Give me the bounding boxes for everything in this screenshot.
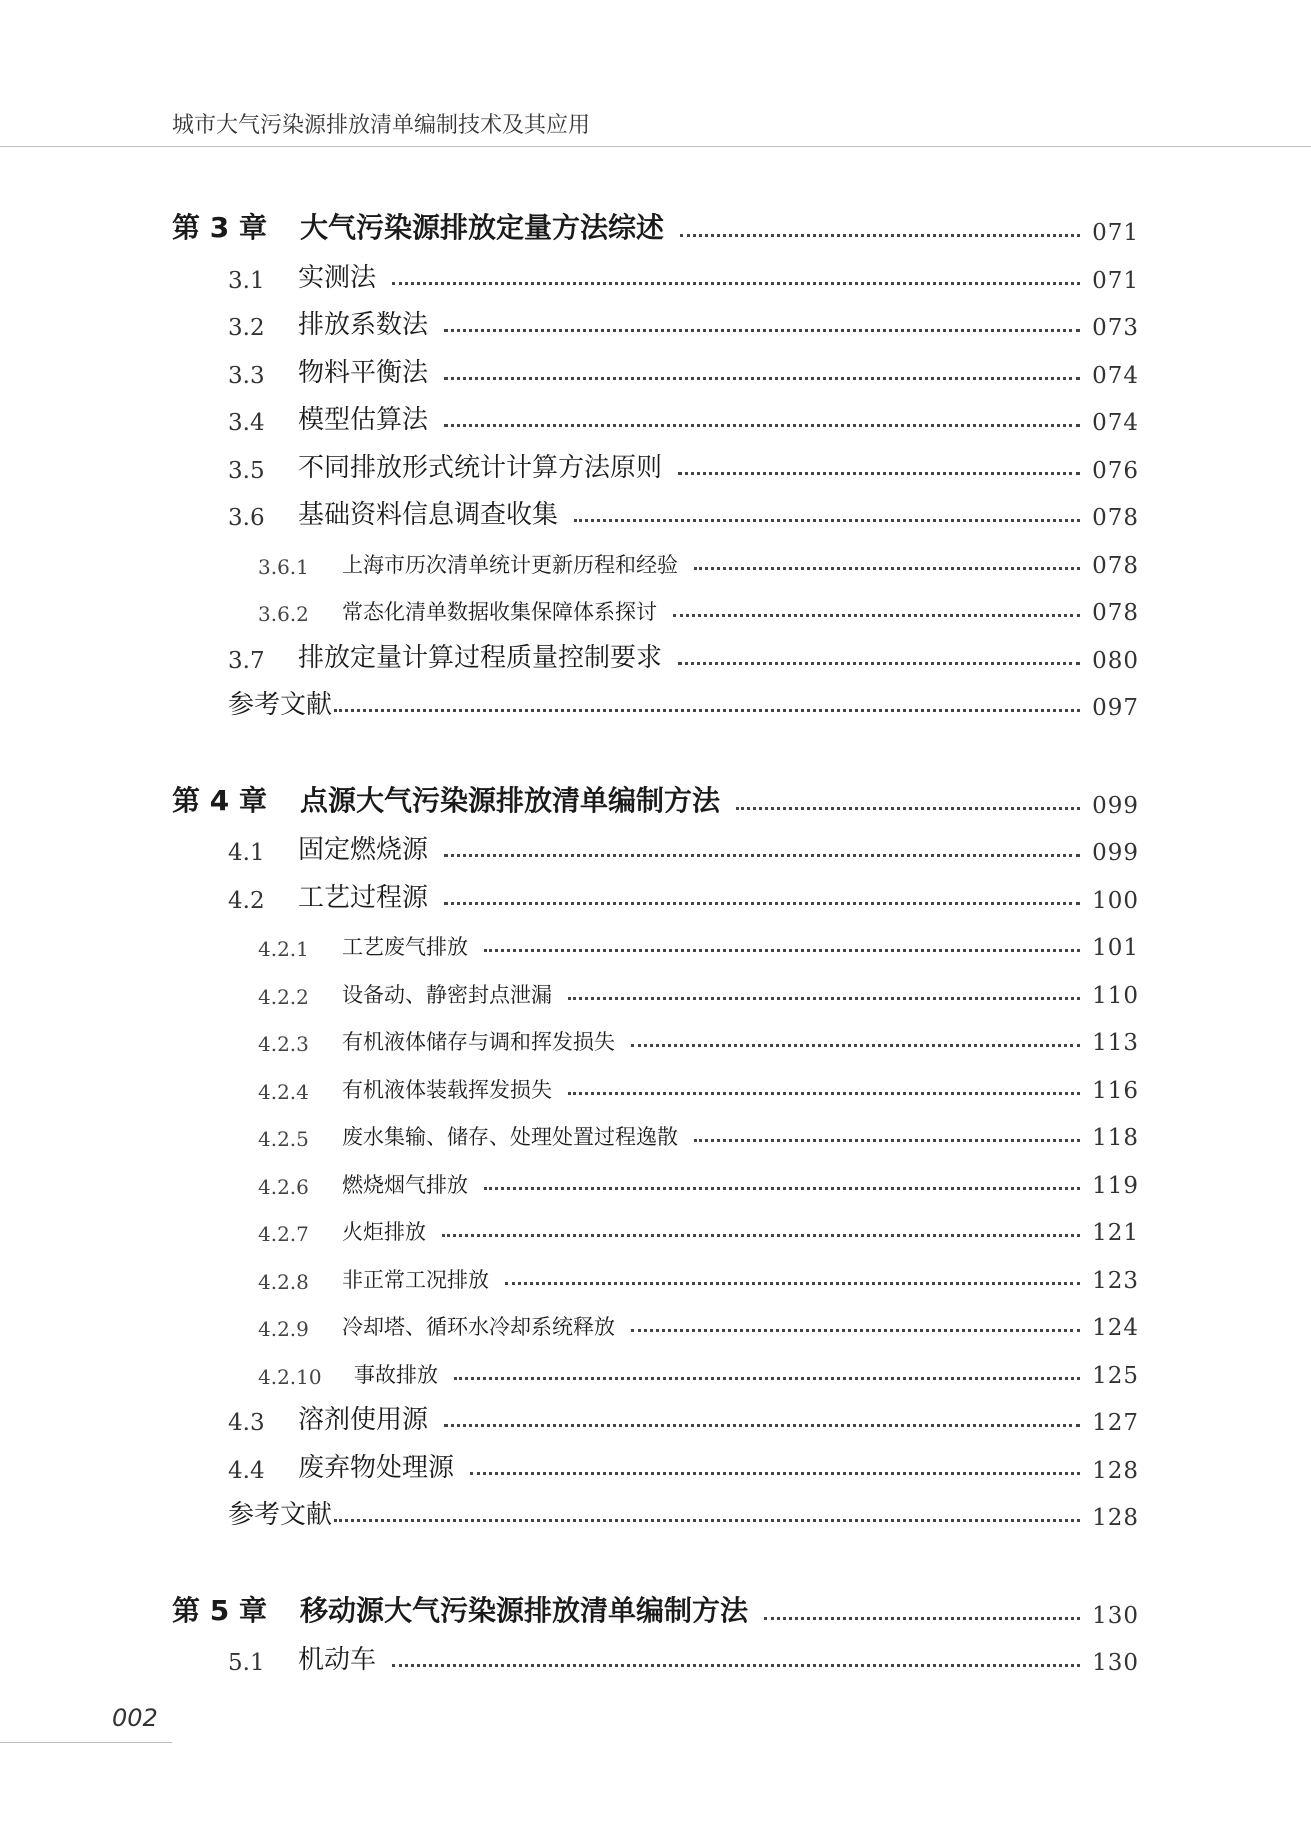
dot-leader — [444, 377, 1080, 380]
dot-leader — [678, 472, 1080, 475]
toc-page: 078 — [1092, 553, 1139, 579]
toc-page: 118 — [1092, 1125, 1139, 1151]
toc-title: 事故排放 — [354, 1363, 438, 1387]
toc-title: 溶剂使用源 — [298, 1405, 429, 1435]
toc-number: 3.3 — [228, 363, 265, 389]
toc-subsection-4-2-5[interactable] — [258, 1115, 1139, 1151]
toc-references-ch3[interactable] — [228, 685, 1139, 721]
dot-leader — [678, 662, 1080, 665]
toc-title: 废弃物处理源 — [298, 1453, 455, 1483]
dot-leader — [673, 614, 1080, 617]
toc-title: 上海市历次清单统计更新历程和经验 — [342, 553, 678, 577]
toc-subsection-4-2-10[interactable] — [258, 1353, 1139, 1389]
dot-leader — [334, 1519, 1080, 1522]
toc-number: 4.2 — [228, 888, 265, 914]
toc-title: 移动源大气污染源排放清单编制方法 — [300, 1594, 749, 1627]
toc-subsection-4-2-3[interactable] — [258, 1020, 1139, 1056]
toc-page: 119 — [1092, 1173, 1139, 1199]
toc-number: 3.1 — [228, 268, 265, 294]
dot-leader — [392, 282, 1080, 285]
toc-title: 排放系数法 — [298, 310, 429, 340]
toc-references-ch4[interactable] — [228, 1495, 1139, 1531]
toc-section-3-4[interactable] — [228, 400, 1139, 436]
toc-number: 4.2.4 — [258, 1080, 309, 1104]
toc-page: 078 — [1092, 600, 1139, 626]
dot-leader — [694, 1139, 1080, 1142]
toc-page: 123 — [1092, 1268, 1139, 1294]
toc-number: 第 3 章 — [172, 211, 267, 244]
toc-title: 非正常工况排放 — [342, 1268, 489, 1292]
dot-leader — [484, 949, 1080, 952]
toc-title: 常态化清单数据收集保障体系探讨 — [342, 600, 657, 624]
dot-leader — [444, 1424, 1080, 1427]
page-number: 002 — [112, 1704, 158, 1732]
toc-section-3-2[interactable] — [228, 305, 1139, 341]
toc-page: 099 — [1092, 793, 1139, 819]
toc-number: 4.2.1 — [258, 937, 309, 961]
toc-page: 125 — [1092, 1363, 1139, 1389]
toc-section-4-1[interactable] — [228, 830, 1139, 866]
toc-page: 099 — [1092, 840, 1139, 866]
toc-section-3-3[interactable] — [228, 353, 1139, 389]
toc-page: 073 — [1092, 315, 1139, 341]
toc-section-4-3[interactable] — [228, 1400, 1139, 1436]
toc-title: 物料平衡法 — [298, 358, 429, 388]
toc-number: 4.2.5 — [258, 1127, 309, 1151]
toc-page: 121 — [1092, 1220, 1139, 1246]
dot-leader — [484, 1187, 1080, 1190]
toc-subsection-3-6-2[interactable] — [258, 590, 1139, 626]
toc-subsection-4-2-4[interactable] — [258, 1068, 1139, 1104]
toc-title: 参考文献 — [228, 690, 333, 720]
toc-page: 097 — [1092, 695, 1139, 721]
toc-page: 110 — [1092, 983, 1139, 1009]
toc-chapter-3[interactable] — [172, 210, 1139, 246]
toc-title: 废水集输、储存、处理处置过程逸散 — [342, 1125, 678, 1149]
dot-leader — [568, 1092, 1080, 1095]
toc-chapter-5[interactable] — [172, 1593, 1139, 1629]
toc-title: 有机液体装载挥发损失 — [342, 1078, 552, 1102]
toc-number: 5.1 — [228, 1650, 265, 1676]
toc-page: 130 — [1092, 1603, 1139, 1629]
running-header: 城市大气污染源排放清单编制技术及其应用 — [172, 113, 591, 138]
dot-leader — [444, 424, 1080, 427]
dot-leader — [631, 1044, 1080, 1047]
toc-title: 大气污染源排放定量方法综述 — [300, 211, 665, 244]
toc-title: 燃烧烟气排放 — [342, 1173, 468, 1197]
dot-leader — [694, 567, 1080, 570]
toc-subsection-4-2-6[interactable] — [258, 1163, 1139, 1199]
toc-number: 3.7 — [228, 648, 265, 674]
dot-leader — [764, 1617, 1080, 1620]
toc-title: 工艺过程源 — [298, 883, 429, 913]
toc-number: 4.2.8 — [258, 1270, 309, 1294]
toc-title: 火炬排放 — [342, 1220, 426, 1244]
toc-title: 机动车 — [298, 1645, 377, 1675]
header-divider — [0, 146, 1311, 147]
toc-number: 3.5 — [228, 458, 265, 484]
dot-leader — [631, 1329, 1080, 1332]
toc-page: 101 — [1092, 935, 1139, 961]
toc-number: 4.3 — [228, 1410, 265, 1436]
toc-subsection-4-2-1[interactable] — [258, 925, 1139, 961]
dot-leader — [444, 329, 1080, 332]
toc-subsection-4-2-7[interactable] — [258, 1210, 1139, 1246]
toc-title: 参考文献 — [228, 1500, 333, 1530]
footer-divider — [0, 1742, 172, 1743]
toc-section-4-4[interactable] — [228, 1448, 1139, 1484]
toc-number: 4.1 — [228, 840, 265, 866]
toc-title: 实测法 — [298, 263, 377, 293]
toc-page: 078 — [1092, 505, 1139, 531]
toc-section-3-5[interactable] — [228, 448, 1139, 484]
toc-section-4-2[interactable] — [228, 878, 1139, 914]
toc-title: 不同排放形式统计计算方法原则 — [298, 453, 663, 483]
toc-page: 074 — [1092, 410, 1139, 436]
toc-number: 3.2 — [228, 315, 265, 341]
toc-number: 4.2.10 — [258, 1365, 322, 1389]
toc-title: 冷却塔、循环水冷却系统释放 — [342, 1315, 615, 1339]
toc-chapter-4[interactable] — [172, 783, 1139, 819]
toc-number: 4.2.9 — [258, 1317, 309, 1341]
toc-subsection-4-2-8[interactable] — [258, 1258, 1139, 1294]
toc-section-5-1[interactable] — [228, 1640, 1139, 1676]
toc-subsection-4-2-9[interactable] — [258, 1305, 1139, 1341]
dot-leader — [574, 519, 1080, 522]
toc-number: 4.2.7 — [258, 1222, 309, 1246]
toc-section-3-7[interactable] — [228, 638, 1139, 674]
toc-number: 3.6.1 — [258, 555, 309, 579]
dot-leader — [736, 807, 1080, 810]
dot-leader — [454, 1377, 1080, 1380]
toc-page: 113 — [1092, 1030, 1139, 1056]
toc-section-3-1[interactable] — [228, 258, 1139, 294]
toc-number: 4.2.6 — [258, 1175, 309, 1199]
toc-title: 有机液体储存与调和挥发损失 — [342, 1030, 615, 1054]
toc-page: 080 — [1092, 648, 1139, 674]
toc-number: 3.6.2 — [258, 602, 309, 626]
toc-number: 4.4 — [228, 1458, 265, 1484]
toc-title: 基础资料信息调查收集 — [298, 500, 559, 530]
toc-page: 116 — [1092, 1078, 1139, 1104]
dot-leader — [444, 902, 1080, 905]
dot-leader — [444, 854, 1080, 857]
toc-title: 模型估算法 — [298, 405, 429, 435]
toc-page: 071 — [1092, 268, 1139, 294]
toc-page: 071 — [1092, 220, 1139, 246]
toc-number: 第 5 章 — [172, 1594, 267, 1627]
toc-section-3-6[interactable] — [228, 495, 1139, 531]
toc-title: 工艺废气排放 — [342, 935, 468, 959]
toc-number: 3.4 — [228, 410, 265, 436]
toc-page: 128 — [1092, 1458, 1139, 1484]
toc-title: 点源大气污染源排放清单编制方法 — [300, 784, 721, 817]
toc-subsection-4-2-2[interactable] — [258, 973, 1139, 1009]
toc-number: 第 4 章 — [172, 784, 267, 817]
toc-page: 074 — [1092, 363, 1139, 389]
toc-page: 100 — [1092, 888, 1139, 914]
dot-leader — [680, 234, 1080, 237]
toc-number: 3.6 — [228, 505, 265, 531]
toc-page: 128 — [1092, 1505, 1139, 1531]
dot-leader — [505, 1282, 1080, 1285]
toc-title: 固定燃烧源 — [298, 835, 429, 865]
dot-leader — [334, 709, 1080, 712]
toc-title: 排放定量计算过程质量控制要求 — [298, 643, 663, 673]
toc-page: 127 — [1092, 1410, 1139, 1436]
toc-subsection-3-6-1[interactable] — [258, 543, 1139, 579]
dot-leader — [392, 1664, 1080, 1667]
toc-page: 076 — [1092, 458, 1139, 484]
dot-leader — [442, 1234, 1080, 1237]
toc-title: 设备动、静密封点泄漏 — [342, 983, 552, 1007]
toc-page: 130 — [1092, 1650, 1139, 1676]
dot-leader — [470, 1472, 1080, 1475]
toc-number: 4.2.3 — [258, 1032, 309, 1056]
toc-number: 4.2.2 — [258, 985, 309, 1009]
toc-page: 124 — [1092, 1315, 1139, 1341]
dot-leader — [568, 997, 1080, 1000]
